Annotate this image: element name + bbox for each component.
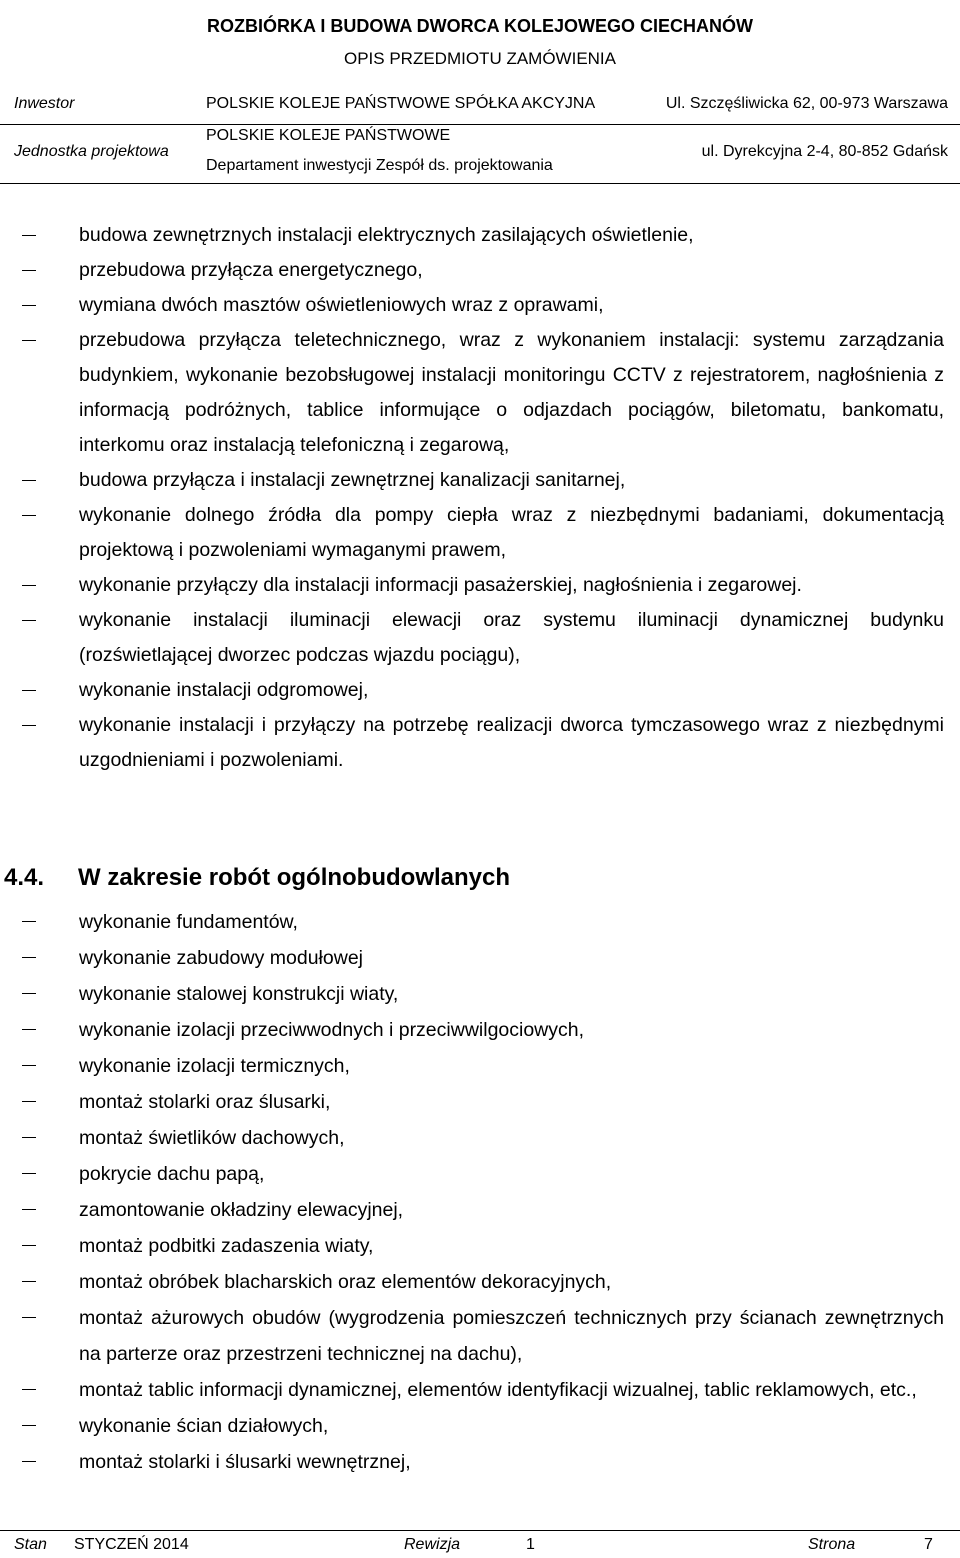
list-item: budowa zewnętrznych instalacji elektrycznych zasilających oświetlenie, [0,218,960,253]
list-item: montaż stolarki i ślusarki wewnętrznej, [0,1444,960,1480]
footer-stan-label: Stan [14,1536,47,1553]
dash-bullet [22,235,36,236]
dash-bullet [22,620,36,621]
dash-bullet [22,1173,36,1174]
construction-works-list [0,904,960,1480]
dash-bullet [22,1065,36,1066]
dash-bullet [22,690,36,691]
footer-stan-value: STYCZEŃ 2014 [74,1536,189,1553]
dash-bullet [22,1209,36,1210]
investor-label: Inwestor [14,95,75,112]
footer-divider [0,1530,960,1531]
dash-bullet [22,957,36,958]
dash-bullet [22,1317,36,1318]
investor-name: POLSKIE KOLEJE PAŃSTWOWE SPÓŁKA AKCYJNA [206,95,596,112]
list-item: wykonanie zabudowy modułowej [0,940,960,976]
footer-rewizja-label: Rewizja [404,1536,461,1553]
list-item: przebudowa przyłącza energetycznego, [0,253,960,288]
unit-address: ul. Dyrekcyjna 2-4, 80-852 Gdańsk [701,143,948,160]
list-item: wykonanie instalacji iluminacji elewacji oraz systemu iluminacji dynamicznej budynku (rozświetlającej dworzec podczas wjazdu pociągu), [0,603,960,673]
list-item: wykonanie dolnego źródła dla pompy ciepła wraz z niezbędnymi badaniami, dokumentacją projektową i pozwoleniami wymaganymi prawem, [0,498,960,568]
list-item: pokrycie dachu papą, [0,1156,960,1192]
dash-bullet [22,1425,36,1426]
dash-bullet [22,515,36,516]
list-item: wykonanie izolacji przeciwwodnych i przeciwwilgociowych, [0,1012,960,1048]
dash-bullet [22,993,36,994]
installations-list [0,218,960,778]
dash-bullet [22,480,36,481]
header-bottom-rule [0,183,960,184]
footer-rewizja-value: 1 [526,1536,535,1553]
document-subtitle: OPIS PRZEDMIOTU ZAMÓWIENIA [343,49,616,68]
list-item: montaż podbitki zadaszenia wiaty, [0,1228,960,1264]
list-item: wykonanie stalowej konstrukcji wiaty, [0,976,960,1012]
dash-bullet [22,1389,36,1390]
dash-bullet [22,921,36,922]
footer-page-number: 7 [924,1536,933,1553]
list-item: montaż tablic informacji dynamicznej, elementów identyfikacji wizualnej, tablic reklamowych, etc., [0,1372,960,1408]
list-item: wykonanie ścian działowych, [0,1408,960,1444]
list-item: przebudowa przyłącza teletechnicznego, wraz z wykonaniem instalacji: systemu zarządzania budynkiem, wykonanie bezobsługowej instalacji monitoringu CCTV z rejestratorem, nagłośnienia z informacją podróżnych, tablice informujące o odjazdach pociągów, biletomatu, bankomatu, interkomu oraz instalacją telefoniczną i zegarową, [0,323,960,463]
header-divider [0,124,960,125]
investor-address: Ul. Szczęśliwicka 62, 00-973 Warszawa [665,95,948,112]
list-item: wykonanie przyłączy dla instalacji informacji pasażerskiej, nagłośnienia i zegarowej. [0,568,960,603]
list-item: montaż ażurowych obudów (wygrodzenia pomieszczeń technicznych przy ścianach zewnętrznych na parterze oraz przestrzeni technicznej na dachu), [0,1300,960,1372]
list-item: montaż obróbek blacharskich oraz elementów dekoracyjnych, [0,1264,960,1300]
list-item: wymiana dwóch masztów oświetleniowych wraz z oprawami, [0,288,960,323]
dash-bullet [22,1281,36,1282]
list-item: montaż stolarki oraz ślusarki, [0,1084,960,1120]
dash-bullet [22,1461,36,1462]
section-title: W zakresie robót ogólnobudowlanych [78,864,511,891]
section-number: 4.4. [4,864,45,891]
list-item: wykonanie izolacji termicznych, [0,1048,960,1084]
unit-name-1: POLSKIE KOLEJE PAŃSTWOWE [206,127,451,144]
list-item: wykonanie instalacji i przyłączy na potrzebę realizacji dworca tymczasowego wraz z niezbędnymi uzgodnieniami i pozwoleniami. [0,708,960,778]
footer-strona-label: Strona [808,1536,856,1553]
unit-label: Jednostka projektowa [14,143,169,160]
dash-bullet [22,1101,36,1102]
document-title: ROZBIÓRKA I BUDOWA DWORCA KOLEJOWEGO CIECHANÓW [207,16,753,36]
list-item: wykonanie fundamentów, [0,904,960,940]
dash-bullet [22,725,36,726]
unit-name-2: Departament inwestycji Zespół ds. projektowania [206,157,553,174]
list-item: zamontowanie okładziny elewacyjnej, [0,1192,960,1228]
page-header [0,0,960,186]
dash-bullet [22,1137,36,1138]
list-item: montaż świetlików dachowych, [0,1120,960,1156]
dash-bullet [22,305,36,306]
dash-bullet [22,1245,36,1246]
dash-bullet [22,270,36,271]
list-item: wykonanie instalacji odgromowej, [0,673,960,708]
dash-bullet [22,1029,36,1030]
dash-bullet [22,585,36,586]
list-item: budowa przyłącza i instalacji zewnętrznej kanalizacji sanitarnej, [0,463,960,498]
dash-bullet [22,340,36,341]
